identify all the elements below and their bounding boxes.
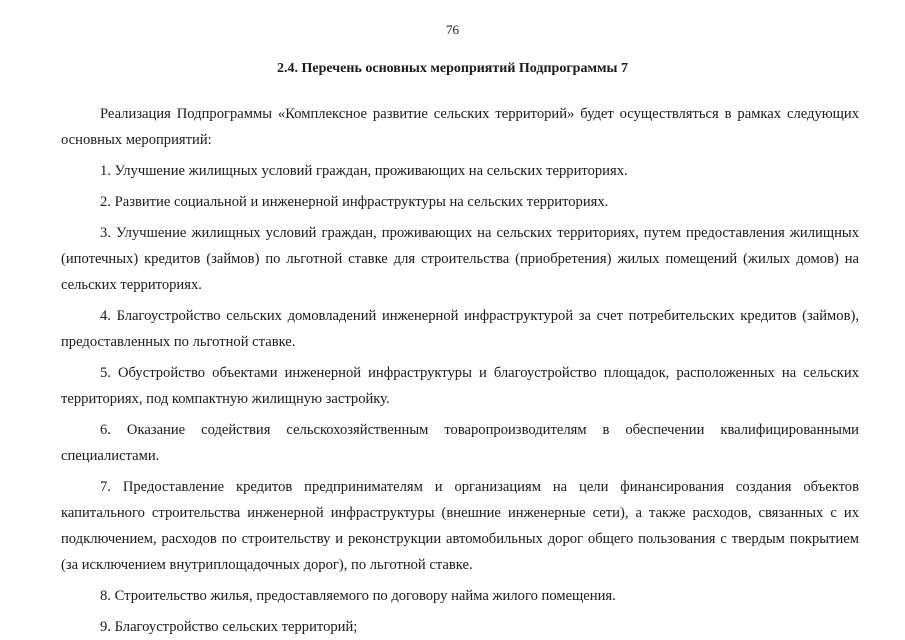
page-number: 76 <box>446 22 459 37</box>
document-body <box>61 101 859 640</box>
list-item-8: 8. Строительство жилья, предоставляемого по договору найма жилого помещения. <box>100 588 616 604</box>
list-item-7: 7. Предоставление кредитов предпринимателям и организациям на цели финансирования создания объектов капитального строительства инженерной инфраструктуры (внешние инженерные сети), а также расходов, связанных с их подключением, расходов по строительству и реконструкции автомобильных дорог общего пользования с твердым покрытием (за исключением внутриплощадочных дорог), по льготной ставке. <box>61 479 859 573</box>
section-title: 2.4. Перечень основных мероприятий Подпрограммы 7 <box>277 61 628 76</box>
list-item-9: 9. Благоустройство сельских территорий; <box>100 619 358 635</box>
list-item-1: 1. Улучшение жилищных условий граждан, проживающих на сельских территориях. <box>100 163 628 179</box>
list-item-6: 6. Оказание содействия сельскохозяйственным товаропроизводителям в обеспечении квалифицированными специалистами. <box>61 422 859 464</box>
intro-paragraph: Реализация Подпрограммы «Комплексное развитие сельских территорий» будет осуществляться в рамках следующих основных мероприятий: <box>61 106 859 148</box>
list-item-4: 4. Благоустройство сельских домовладений инженерной инфраструктурой за счет потребительских кредитов (займов), предоставленных по льготной ставке. <box>61 308 859 350</box>
list-item-2: 2. Развитие социальной и инженерной инфраструктуры на сельских территориях. <box>100 194 609 210</box>
list-item-3: 3. Улучшение жилищных условий граждан, проживающих на сельских территориях, путем предоставления жилищных (ипотечных) кредитов (займов) по льготной ставке для строительства (приобретения) жилых помещений (жилых домов) на сельских территориях. <box>61 225 859 293</box>
list-item-5: 5. Обустройство объектами инженерной инфраструктуры и благоустройство площадок, расположенных на сельских территориях, под компактную жилищную застройку. <box>61 365 859 407</box>
